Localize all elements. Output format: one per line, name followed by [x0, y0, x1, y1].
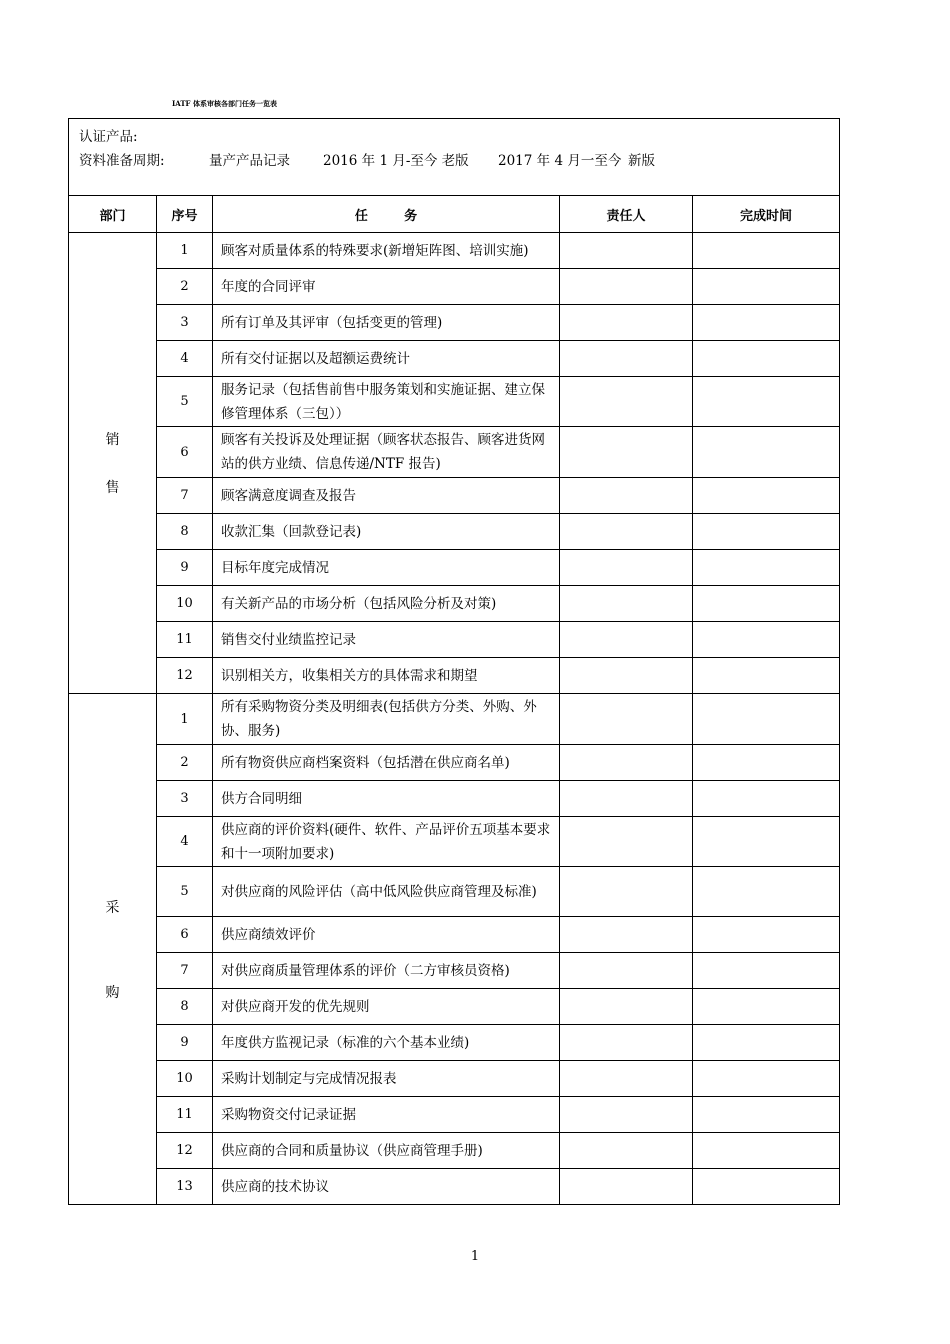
owner-cell[interactable]	[560, 1025, 693, 1061]
sales-row	[69, 305, 840, 341]
due-date-cell[interactable]	[693, 341, 840, 377]
dept-sales-char-1: 销	[105, 432, 120, 448]
owner-cell[interactable]	[560, 745, 693, 781]
row-number: 11	[157, 622, 213, 658]
row-number: 9	[157, 1025, 213, 1061]
due-date-cell[interactable]	[693, 233, 840, 269]
due-date-cell[interactable]	[693, 1097, 840, 1133]
purchasing-row	[69, 989, 840, 1025]
owner-cell[interactable]	[560, 781, 693, 817]
due-date-cell[interactable]	[693, 478, 840, 514]
owner-cell[interactable]	[560, 658, 693, 694]
row-number: 10	[157, 1061, 213, 1097]
prep-period-a: 量产产品记录	[209, 153, 290, 169]
owner-cell[interactable]	[560, 305, 693, 341]
row-number: 4	[157, 341, 213, 377]
task-text: 顾客有关投诉及处理证据（顾客状态报告、顾客进货网站的供方业绩、信息传递/NTF 报告)	[213, 427, 560, 478]
row-number: 4	[157, 817, 213, 867]
task-text: 有关新产品的市场分析（包括风险分析及对策)	[213, 586, 560, 622]
owner-cell[interactable]	[560, 694, 693, 745]
purchasing-row	[69, 781, 840, 817]
task-text: 识别相关方，收集相关方的具体需求和期望	[213, 658, 560, 694]
row-number: 12	[157, 658, 213, 694]
due-date-cell[interactable]	[693, 377, 840, 427]
sales-row	[69, 622, 840, 658]
owner-cell[interactable]	[560, 989, 693, 1025]
purchasing-row	[69, 1025, 840, 1061]
task-text: 对供应商开发的优先规则	[213, 989, 560, 1025]
owner-cell[interactable]	[560, 427, 693, 478]
due-date-cell[interactable]	[693, 658, 840, 694]
row-number: 2	[157, 269, 213, 305]
sales-row	[69, 341, 840, 377]
due-date-cell[interactable]	[693, 514, 840, 550]
info-cell	[69, 119, 840, 196]
owner-cell[interactable]	[560, 377, 693, 427]
owner-cell[interactable]	[560, 953, 693, 989]
due-date-cell[interactable]	[693, 1025, 840, 1061]
purchasing-row	[69, 1169, 840, 1205]
owner-cell[interactable]	[560, 817, 693, 867]
sales-row	[69, 550, 840, 586]
header-owner: 责任人	[560, 196, 693, 233]
due-date-cell[interactable]	[693, 745, 840, 781]
row-number: 1	[157, 233, 213, 269]
row-number: 2	[157, 745, 213, 781]
sales-row	[69, 427, 840, 478]
purchasing-row	[69, 1097, 840, 1133]
purchasing-row	[69, 1061, 840, 1097]
owner-cell[interactable]	[560, 622, 693, 658]
due-date-cell[interactable]	[693, 817, 840, 867]
dept-sales	[69, 233, 157, 694]
task-text: 服务记录（包括售前售中服务策划和实施证据、建立保修管理体系（三包））	[213, 377, 560, 427]
owner-cell[interactable]	[560, 917, 693, 953]
sales-row	[69, 377, 840, 427]
certified-product-label: 认证产品:	[79, 129, 138, 145]
task-table	[68, 118, 840, 1205]
task-text: 顾客满意度调查及报告	[213, 478, 560, 514]
due-date-cell[interactable]	[693, 1169, 840, 1205]
row-number: 1	[157, 694, 213, 745]
due-date-cell[interactable]	[693, 917, 840, 953]
purchasing-row	[69, 953, 840, 989]
purchasing-row	[69, 745, 840, 781]
task-text: 对供应商质量管理体系的评价（二方审核员资格)	[213, 953, 560, 989]
row-number: 5	[157, 377, 213, 427]
owner-cell[interactable]	[560, 478, 693, 514]
page-number: 1	[470, 1249, 480, 1264]
task-text: 年度供方监视记录（标准的六个基本业绩)	[213, 1025, 560, 1061]
purchasing-row	[69, 817, 840, 867]
sales-row	[69, 269, 840, 305]
header-dept: 部门	[69, 196, 157, 233]
owner-cell[interactable]	[560, 514, 693, 550]
task-text: 所有物资供应商档案资料（包括潜在供应商名单)	[213, 745, 560, 781]
task-text: 供应商的技术协议	[213, 1169, 560, 1205]
purchasing-row	[69, 1133, 840, 1169]
prep-period-line	[79, 149, 829, 173]
task-text: 供应商绩效评价	[213, 917, 560, 953]
due-date-cell[interactable]	[693, 953, 840, 989]
owner-cell[interactable]	[560, 550, 693, 586]
owner-cell[interactable]	[560, 1133, 693, 1169]
owner-cell[interactable]	[560, 1061, 693, 1097]
due-date-cell[interactable]	[693, 269, 840, 305]
purchasing-row	[69, 867, 840, 917]
dept-purchasing-char-1: 采	[105, 899, 120, 916]
row-number: 9	[157, 550, 213, 586]
owner-cell[interactable]	[560, 341, 693, 377]
task-text: 所有订单及其评审（包括变更的管理)	[213, 305, 560, 341]
document-title: IATF 体系审核各部门任务一览表	[172, 99, 277, 108]
sales-row	[69, 658, 840, 694]
task-text: 顾客对质量体系的特殊要求(新增矩阵图、培训实施)	[213, 233, 560, 269]
prep-period-label: 资料准备周期:	[79, 153, 165, 169]
dept-purchasing	[69, 694, 157, 1205]
sales-row	[69, 514, 840, 550]
task-text: 供应商的合同和质量协议（供应商管理手册)	[213, 1133, 560, 1169]
header-no: 序号	[157, 196, 213, 233]
task-text: 收款汇集（回款登记表)	[213, 514, 560, 550]
header-task: 任 务	[213, 196, 560, 233]
row-number: 6	[157, 427, 213, 478]
due-date-cell[interactable]	[693, 989, 840, 1025]
row-number: 3	[157, 781, 213, 817]
task-text: 目标年度完成情况	[213, 550, 560, 586]
owner-cell[interactable]	[560, 1097, 693, 1133]
owner-cell[interactable]	[560, 586, 693, 622]
due-date-cell[interactable]	[693, 550, 840, 586]
task-text: 年度的合同评审	[213, 269, 560, 305]
row-number: 8	[157, 989, 213, 1025]
dept-purchasing-char-2: 购	[105, 984, 120, 1001]
due-date-cell[interactable]	[693, 694, 840, 745]
due-date-cell[interactable]	[693, 586, 840, 622]
row-number: 8	[157, 514, 213, 550]
owner-cell[interactable]	[560, 1169, 693, 1205]
row-number: 11	[157, 1097, 213, 1133]
due-date-cell[interactable]	[693, 1133, 840, 1169]
due-date-cell[interactable]	[693, 1061, 840, 1097]
sales-row	[69, 233, 840, 269]
due-date-cell[interactable]	[693, 305, 840, 341]
task-text: 对供应商的风险评估（高中低风险供应商管理及标准)	[213, 867, 560, 917]
owner-cell[interactable]	[560, 269, 693, 305]
purchasing-row	[69, 917, 840, 953]
task-text: 采购计划制定与完成情况报表	[213, 1061, 560, 1097]
owner-cell[interactable]	[560, 233, 693, 269]
prep-period-b: 2016 年 1 月-至今 老版	[323, 153, 469, 169]
due-date-cell[interactable]	[693, 781, 840, 817]
task-table-container	[68, 118, 839, 1205]
task-text: 所有交付证据以及超额运费统计	[213, 341, 560, 377]
task-text: 所有采购物资分类及明细表(包括供方分类、外购、外协、服务)	[213, 694, 560, 745]
row-number: 7	[157, 953, 213, 989]
task-text: 销售交付业绩监控记录	[213, 622, 560, 658]
due-date-cell[interactable]	[693, 427, 840, 478]
row-number: 3	[157, 305, 213, 341]
header-row	[69, 196, 840, 233]
row-number: 6	[157, 917, 213, 953]
row-number: 5	[157, 867, 213, 917]
dept-sales-char-2: 售	[105, 480, 120, 496]
sales-row	[69, 478, 840, 514]
prep-period-d: 新版	[628, 153, 655, 169]
task-text: 供应商的评价资料(硬件、软件、产品评价五项基本要求和十一项附加要求)	[213, 817, 560, 867]
row-number: 13	[157, 1169, 213, 1205]
due-date-cell[interactable]	[693, 622, 840, 658]
sales-row	[69, 586, 840, 622]
header-due: 完成时间	[693, 196, 840, 233]
row-number: 7	[157, 478, 213, 514]
row-number: 10	[157, 586, 213, 622]
purchasing-row	[69, 694, 840, 745]
row-number: 12	[157, 1133, 213, 1169]
due-date-cell[interactable]	[693, 867, 840, 917]
owner-cell[interactable]	[560, 867, 693, 917]
task-text: 供方合同明细	[213, 781, 560, 817]
task-text: 采购物资交付记录证据	[213, 1097, 560, 1133]
prep-period-c: 2017 年 4 月一至今	[498, 153, 622, 169]
